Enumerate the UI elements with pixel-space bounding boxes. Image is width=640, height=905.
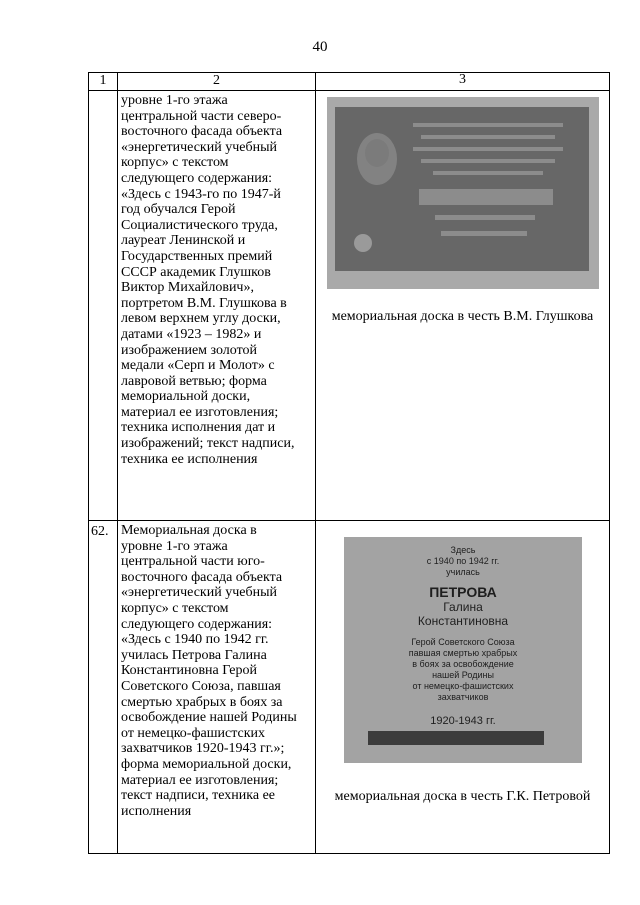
petrova-plaque-photo [338, 531, 588, 771]
description-line: техника ее исполнения [121, 451, 258, 467]
medal-relief [354, 234, 372, 252]
description-line: «Здесь с 1940 по 1942 гг. [121, 632, 269, 648]
description-line: материал ее изготовления; [121, 404, 279, 420]
row-number [89, 91, 118, 521]
monument-table [88, 72, 610, 854]
description-line: следующего содержания: [121, 616, 273, 632]
plaque-text: с 1940 по 1942 гг. [426, 556, 499, 566]
description-line: портретом В.М. Глушкова в [121, 295, 287, 311]
image-caption: мемориальная доска в честь Г.К. Петровой [334, 789, 591, 804]
description-line: левом верхнем углу доски, [121, 311, 281, 327]
plaque-text: Здесь [450, 545, 475, 555]
description-line: Государственных премий [121, 248, 273, 264]
plaque-base [368, 731, 544, 745]
plaque-text: ПЕТРОВА [428, 584, 497, 600]
description-line: Советского Союза, павшая [121, 678, 281, 694]
plaque-text: Галина [442, 600, 483, 614]
description-line: освобождение нашей Родины [121, 710, 297, 726]
description-line: форма мемориальной доски, [121, 756, 292, 772]
description-line: СССР академик Глушков [121, 264, 271, 280]
plaque-text: павшая смертью храбрых [408, 648, 517, 658]
page-number: 40 [312, 39, 328, 55]
description-line: техника исполнения дат и [121, 420, 276, 436]
table-row [89, 91, 610, 521]
row-description [118, 91, 316, 521]
plaque-text: от немецко-фашистских [412, 681, 513, 691]
description-line: «Здесь с 1943-го по 1947-й [121, 186, 281, 202]
glushkov-plaque-photo [323, 93, 603, 293]
table-row [89, 521, 610, 854]
header-col-1: 1 [89, 73, 118, 91]
header-col-3: 3 [316, 73, 610, 91]
description-line: Мемориальная доска в [121, 523, 257, 538]
description-line: центральной части северо- [121, 108, 282, 124]
description-line: исполнения [121, 803, 192, 819]
description-line: смертью храбрых в боях за [121, 694, 283, 710]
description-line: восточного фасада объекта [121, 569, 283, 585]
image-caption: мемориальная доска в честь В.М. Глушкова [331, 309, 594, 324]
row-description [118, 521, 316, 854]
plaque-text: 1920-1943 гг. [429, 715, 496, 727]
description-line: изображением золотой [121, 342, 258, 358]
description-line: мемориальной доски, [121, 389, 251, 405]
description-line: текст надписи, техника ее [121, 788, 275, 804]
description-line: корпус» с текстом [121, 155, 229, 171]
description-line: лавровой ветвью; форма [121, 373, 267, 389]
description-line: изображений; текст надписи, [121, 436, 295, 452]
plaque-text: в боях за освобождение [411, 659, 514, 669]
description-line: лауреат Ленинской и [121, 233, 246, 249]
description-line: центральной части юго- [121, 554, 265, 570]
description-line: «энергетический учебный [121, 139, 277, 155]
description-line: восточного фасада объекта [121, 124, 283, 140]
description-line: материал ее изготовления; [121, 772, 279, 788]
table-header-row [89, 73, 610, 91]
description-line: следующего содержания: [121, 170, 273, 186]
description-line: год обучался Герой [121, 202, 236, 218]
row-image-cell [316, 91, 610, 521]
header-col-2: 2 [118, 73, 316, 91]
description-line: уровне 1-го этажа [121, 538, 228, 554]
description-line: медали «Серп и Молот» с [121, 358, 275, 374]
description-line: училась Петрова Галина [121, 647, 267, 663]
plaque-text: училась [445, 567, 480, 577]
description-line: Социалистического труда, [121, 217, 278, 233]
row-number: 62. [89, 521, 118, 854]
plaque-text: Герой Советского Союза [410, 637, 515, 647]
description-line: Виктор Михайлович», [121, 280, 254, 296]
row-image-cell [316, 521, 610, 854]
description-line: захватчиков 1920-1943 гг.»; [121, 741, 285, 757]
description-line: «энергетический учебный [121, 585, 277, 601]
description-line: датами «1923 – 1982» и [121, 326, 262, 342]
description-line: от немецко-фашистских [121, 725, 266, 741]
plaque-text: нашей Родины [431, 670, 494, 680]
description-line: Константиновна Герой [121, 663, 257, 679]
plaque-text: Константиновна [417, 614, 508, 628]
description-line: корпус» с текстом [121, 600, 229, 616]
description-line: уровне 1-го этажа [121, 93, 228, 108]
plaque-text: захватчиков [437, 692, 488, 702]
